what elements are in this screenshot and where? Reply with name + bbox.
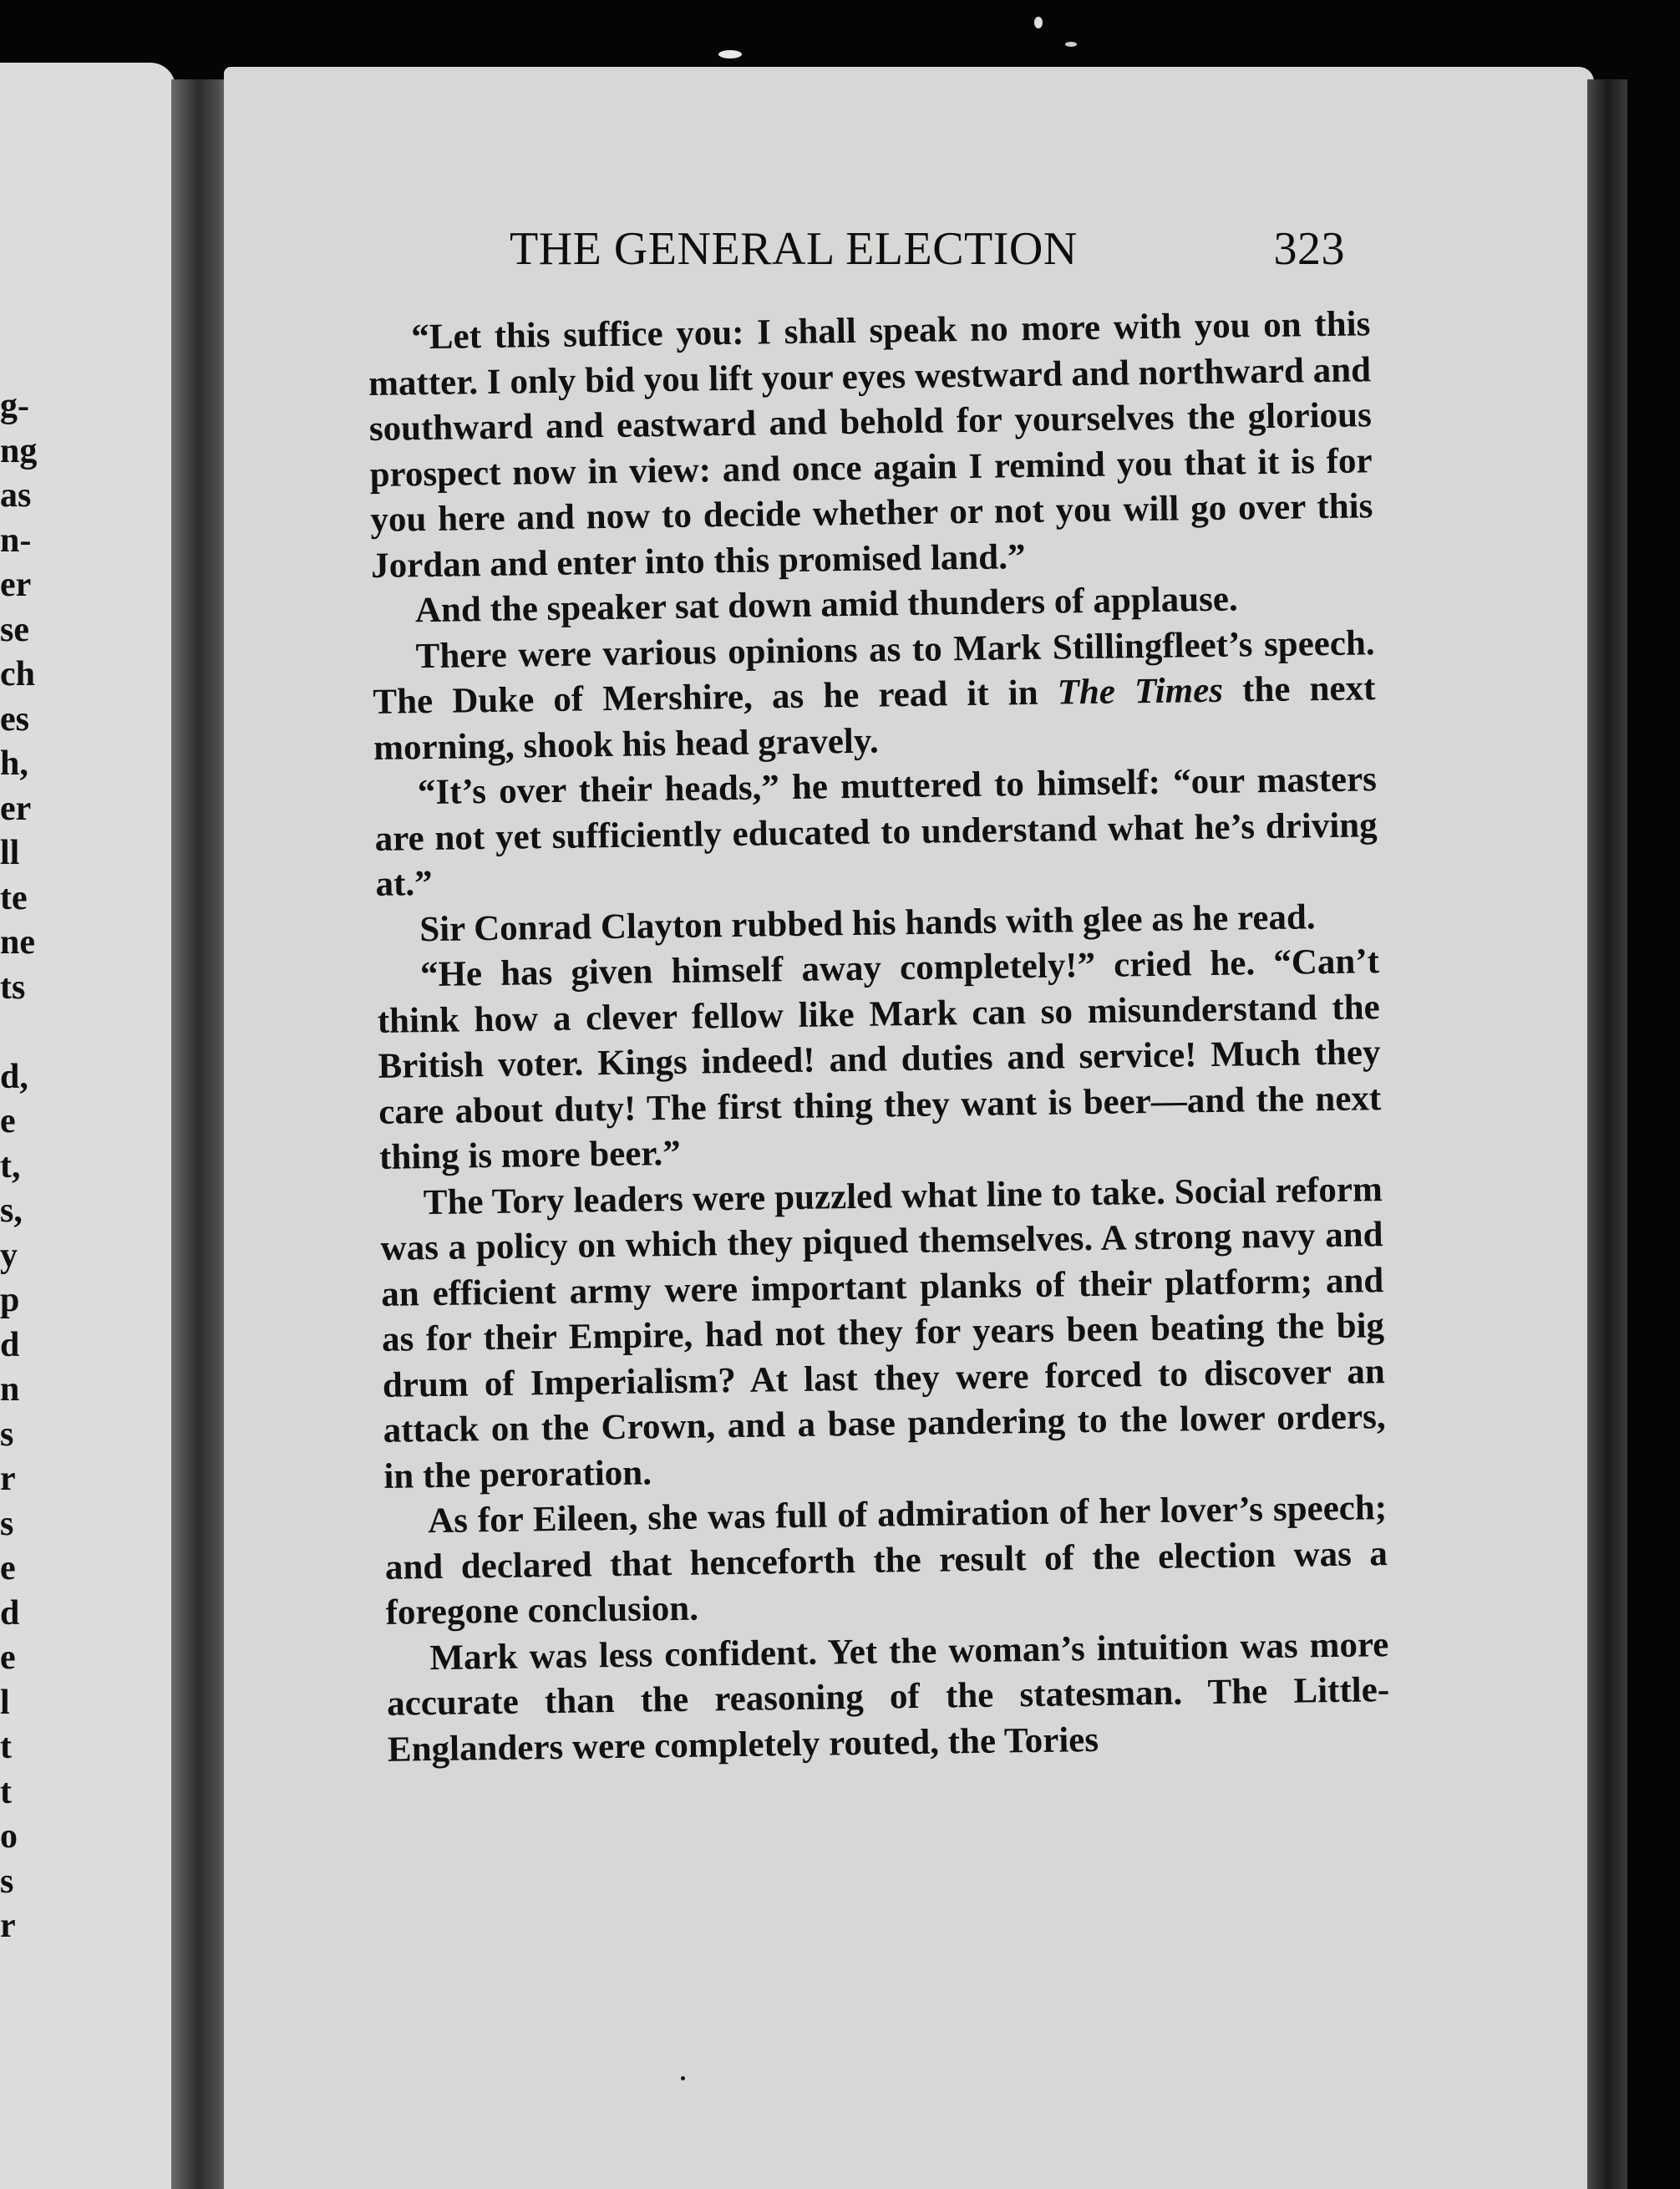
page-number: 323 xyxy=(1273,223,1345,275)
page-edge-shadow xyxy=(1587,79,1627,2189)
left-page-fragment: o xyxy=(0,1817,18,1856)
left-page-fragment: e xyxy=(0,1102,16,1140)
left-page-fragment: p xyxy=(0,1281,20,1319)
dust-speck xyxy=(1034,17,1043,28)
left-page-fragment: er xyxy=(0,789,32,828)
left-page-line-fragments xyxy=(0,384,50,1949)
running-title: THE GENERAL ELECTION xyxy=(510,223,1078,275)
paragraph-9: Mark was less confident. Yet the woman’s intuition was more accurate than the reasoning of the statesman. The Little-Englanders were completely routed, the Tories xyxy=(386,1624,1390,1770)
left-page-fragment: t, xyxy=(0,1146,21,1186)
paragraph-3-end: the next morning, shook his head gravely. xyxy=(373,668,1376,768)
paragraph-3 xyxy=(372,621,1376,771)
left-page-fragment: s, xyxy=(0,1191,23,1230)
running-head xyxy=(510,222,1345,276)
body-text xyxy=(368,302,1390,1773)
left-page-fragment: er xyxy=(0,566,32,604)
left-page-fragment: ng xyxy=(0,431,38,470)
left-page-fragment: d xyxy=(0,1593,20,1633)
paragraph-7: The Tory leaders were puzzled what line to take. Social reform was a policy on which they piqued themselves. A strong navy and an efficient army were important planks of their platform; and as for their Empire, had not they for years been beating the big drum of Imperialism? At last they were forced to discover an attack on the Crown, and a base pandering to the lower orders, in the peroration. xyxy=(380,1169,1386,1496)
paragraph-1: “Let this suffice you: I shall speak no more with you on this matter. I only bid you lift your eyes westward and northward and southward and eastward and behold for yourselves the glorious prospect now in view: and once again I remind you that it is for you here and now to decide whether or not you will go over this Jordan and enter into this promised land.” xyxy=(368,304,1373,586)
left-page-fragment: se xyxy=(0,610,29,649)
left-page-fragment: t xyxy=(0,1728,12,1766)
left-page-fragment: d, xyxy=(0,1057,28,1096)
paragraph-3-start: There were various opinions as to Mark Stillingfleet’s speech. The Duke of Mershire, as he read it in xyxy=(373,622,1375,722)
left-page-fragment: d xyxy=(0,1325,20,1364)
left-page-fragment: as xyxy=(0,476,32,515)
left-page-fragment: g- xyxy=(0,387,29,425)
paragraph-4: “It’s over their heads,” he muttered to himself: “our masters are not yet sufficiently educated to understand what he’s driving at.” xyxy=(374,759,1378,904)
dust-speck xyxy=(718,50,742,58)
left-page-fragment: ll xyxy=(0,834,20,872)
paragraph-5: Sir Conrad Clayton rubbed his hands with glee as he read. xyxy=(419,896,1316,949)
newspaper-title: The Times xyxy=(1057,670,1224,713)
left-page-fragment: s xyxy=(0,1504,14,1543)
left-page-fragment: ne xyxy=(0,923,35,962)
dust-speck xyxy=(681,2076,685,2080)
left-page-fragment: es xyxy=(0,699,29,739)
left-page-fragment xyxy=(0,1010,50,1055)
dust-speck xyxy=(1065,42,1077,47)
left-facing-page xyxy=(0,63,175,2189)
paragraph-6: “He has given himself away completely!” cried he. “Can’t think how a clever fellow like Mark can so misunderstand the British voter. Kings indeed! and duties and service! Much they care about duty! The first thing they want is beer—and the next thing is more beer.” xyxy=(377,942,1382,1177)
left-page-fragment: t xyxy=(0,1772,12,1811)
left-page-fragment: e xyxy=(0,1638,16,1677)
left-page-fragment: y xyxy=(0,1236,18,1275)
left-page-fragment: l xyxy=(0,1683,10,1722)
left-page-fragment: e xyxy=(0,1549,16,1587)
left-page-fragment: s xyxy=(0,1861,14,1901)
left-page-fragment: n xyxy=(0,1370,20,1409)
left-page-fragment: h, xyxy=(0,744,28,783)
left-page-fragment: ch xyxy=(0,655,35,693)
left-page-fragment: s xyxy=(0,1414,14,1454)
paragraph-8: As for Eileen, she was full of admiration of her lover’s speech; and declared that henceforth the result of the election was a foregone conclusion. xyxy=(384,1488,1388,1633)
left-page-fragment: r xyxy=(0,1460,16,1498)
left-page-fragment: n- xyxy=(0,521,32,560)
paragraph-2: And the speaker sat down amid thunders of applause. xyxy=(414,579,1238,631)
left-page-fragment: ts xyxy=(0,968,26,1007)
left-page-fragment: r xyxy=(0,1907,16,1945)
left-page-fragment: te xyxy=(0,878,28,917)
